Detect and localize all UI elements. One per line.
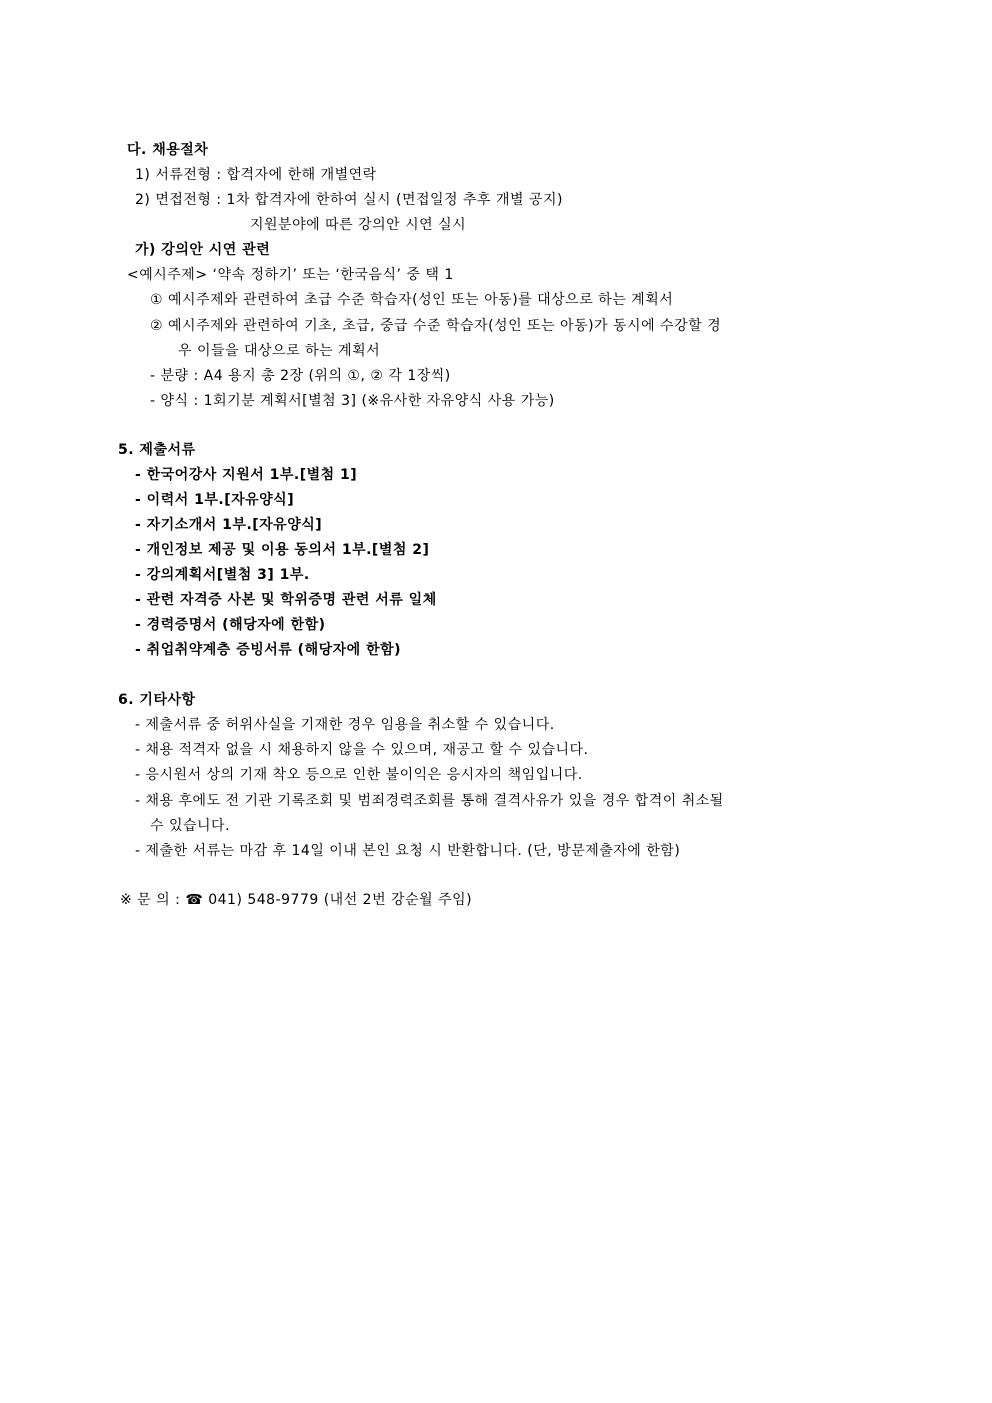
- note-item: - 제출서류 중 허위사실을 기재한 경우 임용을 취소할 수 있습니다.: [135, 717, 555, 733]
- contact-text: 041) 548-9779 (내선 2번 강순월 주임): [208, 892, 473, 908]
- contact-prefix: ※ 문 의 :: [120, 892, 181, 908]
- section-heading-other-notes: 6. 기타사항: [118, 692, 196, 708]
- plan-item-2-continued: 우 이들을 대상으로 하는 계획서: [178, 343, 381, 359]
- note-item: - 채용 후에도 전 기관 기록조회 및 범죄경력조회를 통해 결격사유가 있을 경우 합격이 취소될: [135, 793, 724, 809]
- section-heading-submission-documents: 5. 제출서류: [118, 442, 196, 458]
- submission-item: - 강의계획서[별첨 3] 1부.: [135, 567, 310, 583]
- submission-item: - 취업취약계층 증빙서류 (해당자에 한함): [135, 642, 401, 658]
- process-step-interview-continued: 지원분야에 따른 강의안 시연 실시: [250, 217, 467, 233]
- submission-item: - 경력증명서 (해당자에 한함): [135, 617, 326, 633]
- note-item-continued: 수 있습니다.: [150, 818, 231, 834]
- submission-item: - 개인정보 제공 및 이용 동의서 1부.[별첨 2]: [135, 542, 430, 558]
- sub-heading-lecture-demo: 가) 강의안 시연 관련: [135, 242, 271, 258]
- submission-item: - 한국어강사 지원서 1부.[별첨 1]: [135, 467, 358, 483]
- process-step-document-screening: 1) 서류전형 : 합격자에 한해 개별연락: [135, 167, 377, 183]
- submission-item: - 자기소개서 1부.[자유양식]: [135, 517, 323, 533]
- plan-format: - 양식 : 1회기분 계획서[별첨 3] (※유사한 자유양식 사용 가능): [150, 393, 555, 409]
- submission-item: - 이력서 1부.[자유양식]: [135, 492, 295, 508]
- plan-item-1: ① 예시주제와 관련하여 초급 수준 학습자(성인 또는 아동)를 대상으로 하는 계획서: [150, 292, 674, 308]
- note-item: - 채용 적격자 없을 시 채용하지 않을 수 있으며, 재공고 할 수 있습니다.: [135, 742, 589, 758]
- example-topic: <예시주제> ‘약속 정하기’ 또는 ‘한국음식’ 중 택 1: [127, 267, 454, 283]
- plan-amount: - 분량 : A4 용지 총 2장 (위의 ①, ② 각 1장씩): [150, 368, 451, 384]
- submission-item: - 관련 자격증 사본 및 학위증명 관련 서류 일체: [135, 592, 437, 608]
- contact-line: [120, 888, 472, 913]
- note-item: - 제출한 서류는 마감 후 14일 이내 본인 요청 시 반환합니다. (단, 방문제출자에 한함): [135, 843, 681, 859]
- phone-icon: ☎: [185, 892, 204, 908]
- section-heading-recruitment-process: 다. 채용절차: [127, 142, 209, 158]
- process-step-interview: 2) 면접전형 : 1차 합격자에 한하여 실시 (면접일정 추후 개별 공지): [135, 192, 563, 208]
- note-item: - 응시원서 상의 기재 착오 등으로 인한 불이익은 응시자의 책임입니다.: [135, 767, 583, 783]
- plan-item-2: ② 예시주제와 관련하여 기초, 초급, 중급 수준 학습자(성인 또는 아동)가 동시에 수강할 경: [150, 318, 722, 334]
